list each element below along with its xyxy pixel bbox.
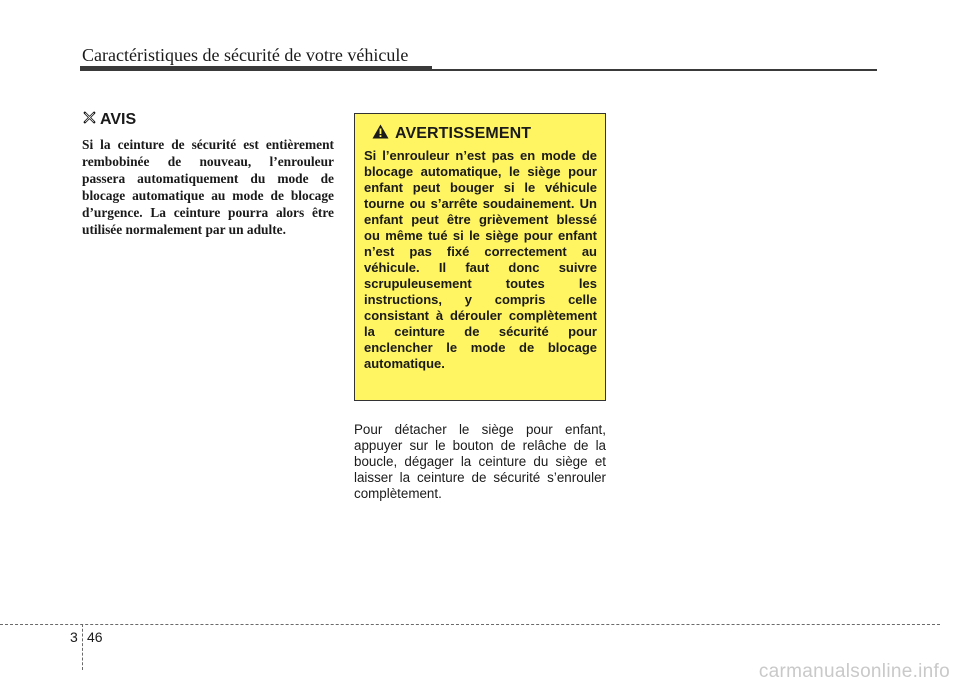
watermark: carmanualsonline.info (758, 661, 950, 682)
asterisk-cross-icon (82, 110, 97, 130)
body-paragraph: Pour détacher le siège pour enfant, appuyer sur le bouton de relâche de la boucle, dégager la ceinture du siège et laisser la ceinture de sécurité s’enrouler complètement. (354, 422, 606, 501)
footer-dashed-rule (0, 624, 940, 625)
header-rule-thin (432, 69, 877, 71)
notice-heading-label: AVIS (100, 111, 137, 128)
chapter-number: 3 (70, 629, 78, 645)
header-rule-thick (80, 66, 432, 71)
page-header-title: Caractéristiques de sécurité de votre véhicule (82, 45, 409, 65)
page-number: 46 (87, 629, 103, 645)
footer-dashed-divider (82, 624, 83, 670)
notice-body: Si la ceinture de sécurité est entièrement rembobinée de nouveau, l’enrouleur passera automatiquement du mode de blocage automatique au mode de blocage d’urgence. La ceinture pourra alors être utilisée normalement par un adulte. (82, 137, 334, 237)
notice-section (82, 110, 334, 238)
warning-triangle-icon (372, 124, 389, 144)
notice-heading (82, 110, 334, 130)
warning-title: AVERTISSEMENT (395, 125, 532, 142)
warning-header (372, 124, 597, 144)
warning-box (354, 113, 606, 401)
warning-body: Si l’enrouleur n’est pas en mode de blocage automatique, le siège pour enfant peut bouger si le véhicule tourne ou s’arrête soudainement. Un enfant peut être grièvement blessé ou même tué si le siège pour enfant n’est pas fixé correctement au véhicule. Il faut donc suivre scrupuleusement toutes les instructions, y compris celle consistant à dérouler complètement la ceinture de sécurité pour enclencher le mode de blocage automatique. (364, 148, 597, 371)
